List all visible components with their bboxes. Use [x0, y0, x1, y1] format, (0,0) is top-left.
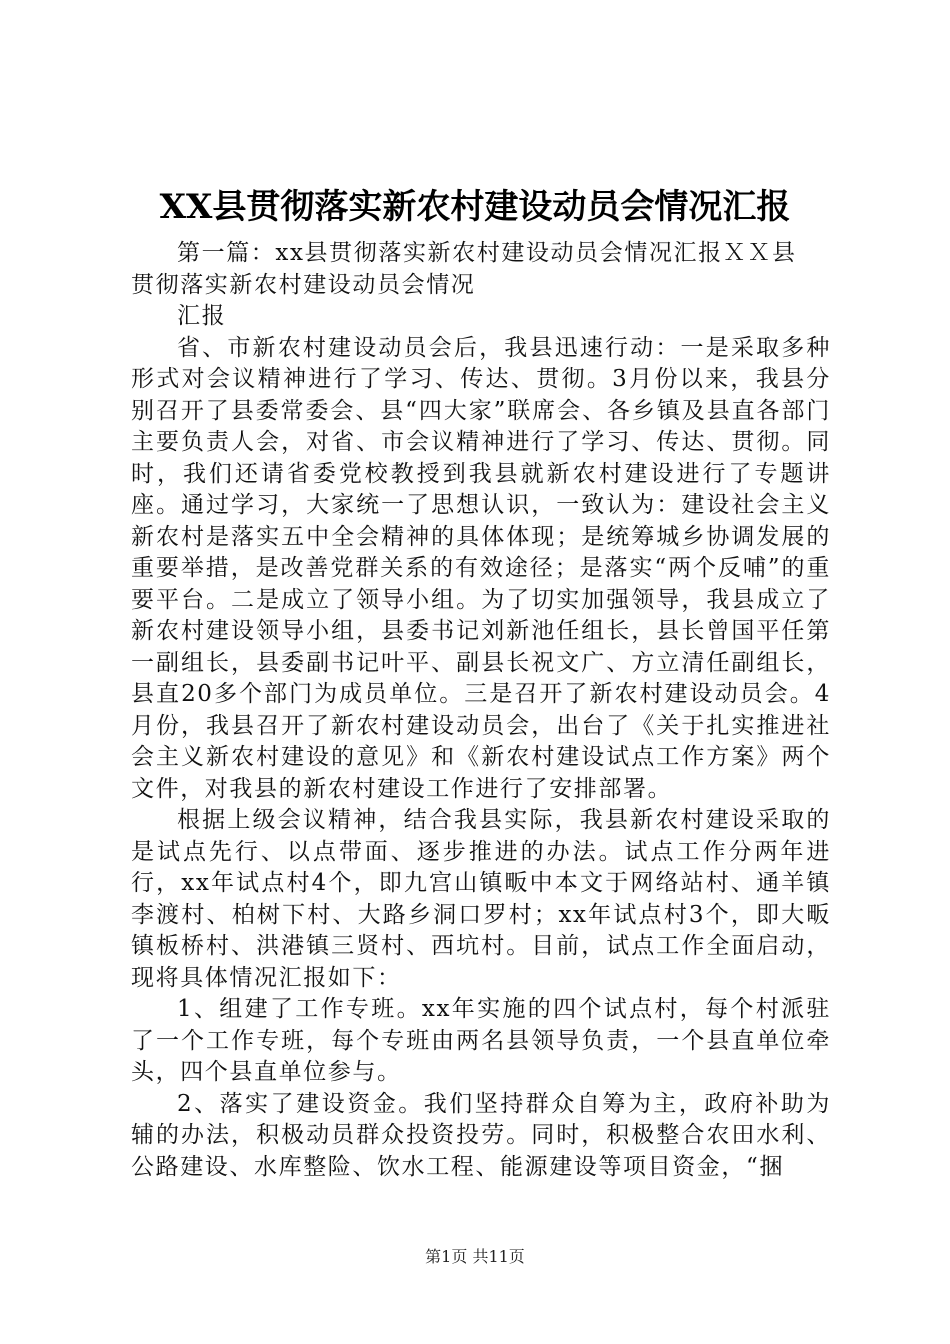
paragraph-heading-line2: 贯彻落实新农村建设动员会情况: [131, 271, 476, 298]
paragraph: 根据上级会议精神，结合我县实际，我县新农村建设采取的是试点先行、以点带面、逐步推进的办法。试点工作分两年进行，xx年试点村4个，即九宫山镇畈中本文于网络站村、通羊镇李渡村、柏树下村、大路乡洞口罗村；xx年试点村3个，即大畈镇板桥村、洪港镇三贤村、西坑村。目前，试点工作全面启动，现将具体情况汇报如下：: [131, 807, 831, 991]
paragraph: 省、市新农村建设动员会后，我县迅速行动：一是采取多种形式对会议精神进行了学习、传达、贯彻。3月份以来，我县分别召开了县委常委会、县“四大家”联席会、各乡镇及县直各部门主要负责人会，对省、市会议精神进行了学习、传达、贯彻。同时，我们还请省委党校教授到我县就新农村建设进行了专题讲座。通过学习，大家统一了思想认识，一致认为：建设社会主义新农村是落实五中全会精神的具体体现；是统筹城乡协调发展的重要举措，是改善党群关系的有效途径；是落实“两个反哺”的重要平台。二是成立了领导小组。为了切实加强领导，我县成立了新农村建设领导小组，县委书记刘新池任组长，县长曾国平任第一副组长，县委副书记叶平、副县长祝文广、方立清任副组长，县直20多个部门为成员单位。三是召开了新农村建设动员会。4月份，我县召开了新农村建设动员会，出台了《关于扎实推进社会主义新农村建设的意见》和《新农村建设试点工作方案》两个文件，对我县的新农村建设工作进行了安排部署。: [131, 334, 831, 802]
paragraph-heading-line3: 汇报: [177, 303, 227, 329]
document-body: [131, 238, 831, 1183]
page-number-footer: 第1页 共11页: [425, 1247, 525, 1266]
paragraph: 1、组建了工作专班。xx年实施的四个试点村，每个村派驻了一个工作专班，每个专班由两名县领导负责，一个县直单位牵头，四个县直单位参与。: [131, 996, 831, 1085]
document-title: XX县贯彻落实新农村建设动员会情况汇报: [159, 187, 791, 227]
paragraph: 2、落实了建设资金。我们坚持群众自筹为主，政府补助为辅的办法，积极动员群众投资投劳。同时，积极整合农田水利、公路建设、水库整险、饮水工程、能源建设等项目资金，“捆: [131, 1090, 831, 1180]
paragraph-heading-line1: 第一篇：xx县贯彻落实新农村建设动员会情况汇报ＸＸ县: [177, 240, 797, 266]
